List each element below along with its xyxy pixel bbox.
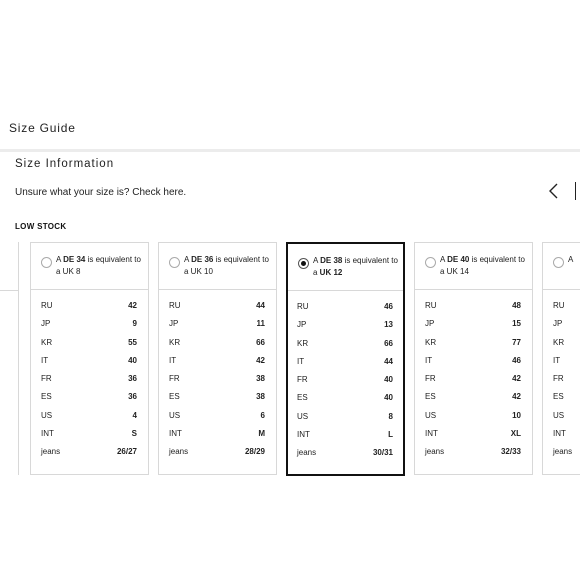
region-label: jeans	[169, 447, 189, 457]
size-card-header	[159, 243, 276, 290]
region-size-value: 8	[388, 411, 393, 421]
uk-size: UK 12	[319, 268, 343, 277]
region-label: KR	[169, 337, 181, 347]
region-label: US	[41, 410, 53, 420]
size-equivalence-text: A DE 40 is equivalent to a UK 14	[440, 255, 525, 276]
size-radio[interactable]	[425, 257, 436, 268]
size-conversion-row	[159, 338, 276, 356]
region-label: US	[553, 410, 565, 420]
region-label: INT	[41, 429, 54, 439]
size-conversion-row	[31, 356, 148, 374]
size-conversion-row	[159, 429, 276, 447]
de-size: DE 36	[191, 255, 214, 264]
region-size-value: 30/31	[372, 448, 393, 458]
size-conversion-row	[543, 301, 580, 319]
region-size-value: 32/33	[500, 447, 521, 457]
region-size-value: L	[388, 430, 393, 440]
region-label: JP	[553, 319, 563, 329]
region-size-value: 36	[128, 374, 137, 384]
region-size-value: 38	[256, 392, 265, 402]
size-card[interactable]	[542, 242, 580, 475]
region-label: ES	[169, 392, 180, 402]
region-label: ES	[553, 392, 564, 402]
region-label: RU	[425, 301, 437, 310]
size-conversion-row	[543, 319, 580, 337]
region-label: RU	[169, 301, 181, 310]
region-label: KR	[553, 337, 565, 347]
region-label: JP	[425, 319, 435, 329]
size-conversion-row	[159, 411, 276, 429]
size-card-header	[31, 243, 148, 290]
region-label: KR	[425, 337, 437, 347]
region-size-value: 40	[384, 393, 393, 403]
size-conversion-row	[288, 320, 403, 338]
size-conversion-row	[543, 429, 580, 447]
region-label: RU	[297, 302, 309, 311]
region-label: JP	[169, 319, 179, 329]
region-label: IT	[41, 355, 49, 365]
size-conversion-row	[543, 338, 580, 356]
region-size-value: 48	[512, 301, 521, 310]
region-label: FR	[41, 374, 52, 384]
size-card[interactable]	[414, 242, 533, 475]
size-conversion-row	[159, 392, 276, 410]
size-card-header	[415, 243, 532, 290]
de-size: DE 40	[447, 255, 470, 264]
size-conversion-row	[415, 411, 532, 429]
size-conversion-row	[159, 301, 276, 319]
region-label: FR	[553, 374, 564, 384]
size-radio[interactable]	[169, 257, 180, 268]
de-size: DE 34	[63, 255, 86, 264]
region-size-value: 36	[128, 392, 137, 402]
size-conversion-list	[159, 290, 276, 466]
stock-status-label: LOW STOCK	[15, 222, 67, 231]
size-conversion-list	[31, 290, 148, 466]
region-size-value: 77	[512, 337, 521, 347]
region-label: INT	[553, 429, 566, 439]
region-label: jeans	[297, 448, 317, 458]
region-size-value: 40	[384, 375, 393, 385]
size-card[interactable]	[30, 242, 149, 475]
size-conversion-row	[288, 357, 403, 375]
size-conversion-row	[543, 392, 580, 410]
region-size-value: 40	[128, 355, 137, 365]
size-conversion-row	[288, 430, 403, 448]
region-size-value: 15	[512, 319, 521, 329]
region-label: FR	[297, 375, 308, 385]
region-size-value: 10	[512, 410, 521, 420]
region-label: RU	[553, 301, 565, 310]
size-conversion-row	[415, 429, 532, 447]
size-conversion-row	[31, 301, 148, 319]
region-size-value: 11	[256, 319, 265, 329]
region-size-value: 26/27	[116, 447, 137, 457]
region-label: jeans	[41, 447, 61, 457]
size-equivalence-text: A	[568, 255, 574, 264]
region-size-value: 38	[256, 374, 265, 384]
size-conversion-row	[543, 411, 580, 429]
region-size-value: 9	[132, 319, 137, 329]
region-label: RU	[41, 301, 53, 310]
size-conversion-row	[159, 374, 276, 392]
size-card-header	[543, 243, 580, 290]
size-equivalence-text: A DE 34 is equivalent to a UK 8	[56, 255, 141, 276]
region-label: JP	[41, 319, 51, 329]
region-size-value: M	[258, 429, 265, 439]
size-card-header	[288, 244, 403, 291]
region-size-value: 42	[512, 392, 521, 402]
size-conversion-row	[543, 356, 580, 374]
size-conversion-row	[159, 447, 276, 465]
size-conversion-row	[415, 301, 532, 319]
uk-size: UK 8	[62, 267, 81, 276]
region-size-value: 66	[384, 338, 393, 348]
size-conversion-row	[415, 374, 532, 392]
size-conversion-row	[31, 374, 148, 392]
region-label: FR	[169, 374, 180, 384]
size-conversion-list	[543, 290, 580, 466]
region-label: IT	[297, 356, 305, 366]
region-size-value: 42	[512, 374, 521, 384]
page-title: Size Guide	[9, 121, 76, 135]
region-label: US	[425, 410, 437, 420]
region-size-value: 28/29	[244, 447, 265, 457]
region-label: jeans	[425, 447, 445, 457]
region-size-value: 4	[132, 410, 137, 420]
size-card[interactable]	[286, 242, 405, 476]
size-conversion-row	[159, 319, 276, 337]
size-conversion-row	[31, 392, 148, 410]
size-conversion-row	[288, 339, 403, 357]
size-conversion-row	[415, 319, 532, 337]
size-conversion-row	[543, 447, 580, 465]
region-label: KR	[297, 338, 309, 348]
size-conversion-row	[31, 429, 148, 447]
size-conversion-row	[288, 412, 403, 430]
region-size-value: 42	[128, 301, 137, 310]
size-conversion-row	[288, 375, 403, 393]
de-size: DE 38	[320, 256, 343, 265]
region-size-value: XL	[510, 429, 521, 439]
section-title: Size Information	[15, 158, 115, 170]
region-size-value: 6	[260, 410, 265, 420]
region-size-value: 46	[512, 355, 521, 365]
size-conversion-row	[159, 356, 276, 374]
region-label: JP	[297, 320, 307, 330]
size-conversion-list	[288, 291, 403, 467]
size-conversion-row	[415, 447, 532, 465]
region-label: IT	[169, 355, 177, 365]
size-conversion-row	[31, 411, 148, 429]
size-conversion-row	[288, 393, 403, 411]
region-label: KR	[41, 337, 53, 347]
region-label: INT	[169, 429, 182, 439]
region-size-value: 42	[256, 355, 265, 365]
size-equivalence-text: A DE 38 is equivalent to a UK 12	[313, 256, 398, 277]
region-size-value: 46	[384, 302, 393, 311]
region-label: INT	[297, 430, 310, 440]
region-label: jeans	[553, 447, 573, 457]
region-label: ES	[425, 392, 436, 402]
region-size-value: S	[131, 429, 137, 439]
region-label: ES	[297, 393, 308, 403]
region-label: INT	[425, 429, 438, 439]
size-radio[interactable]	[553, 257, 564, 268]
region-size-value: 13	[384, 320, 393, 330]
size-conversion-row	[288, 448, 403, 466]
size-card[interactable]	[158, 242, 277, 475]
size-conversion-row	[31, 447, 148, 465]
size-equivalence-text: A DE 36 is equivalent to a UK 10	[184, 255, 269, 276]
size-help-link[interactable]: Unsure what your size is? Check here.	[15, 187, 187, 198]
region-label: FR	[425, 374, 436, 384]
size-conversion-row	[288, 302, 403, 320]
region-label: IT	[425, 355, 433, 365]
region-size-value: 55	[128, 337, 137, 347]
region-label: US	[169, 410, 181, 420]
region-label: ES	[41, 392, 52, 402]
uk-size: UK 14	[446, 267, 469, 276]
size-conversion-row	[415, 338, 532, 356]
size-conversion-row	[415, 356, 532, 374]
size-radio[interactable]	[41, 257, 52, 268]
uk-size: UK 10	[190, 267, 213, 276]
size-conversion-row	[31, 319, 148, 337]
size-conversion-row	[543, 374, 580, 392]
size-conversion-row	[415, 392, 532, 410]
size-radio[interactable]	[298, 258, 309, 269]
region-size-value: 44	[256, 301, 265, 310]
region-label: IT	[553, 355, 561, 365]
region-size-value: 44	[384, 356, 393, 366]
region-label: US	[297, 411, 309, 421]
size-conversion-row	[31, 338, 148, 356]
size-conversion-list	[415, 290, 532, 466]
region-size-value: 66	[256, 337, 265, 347]
